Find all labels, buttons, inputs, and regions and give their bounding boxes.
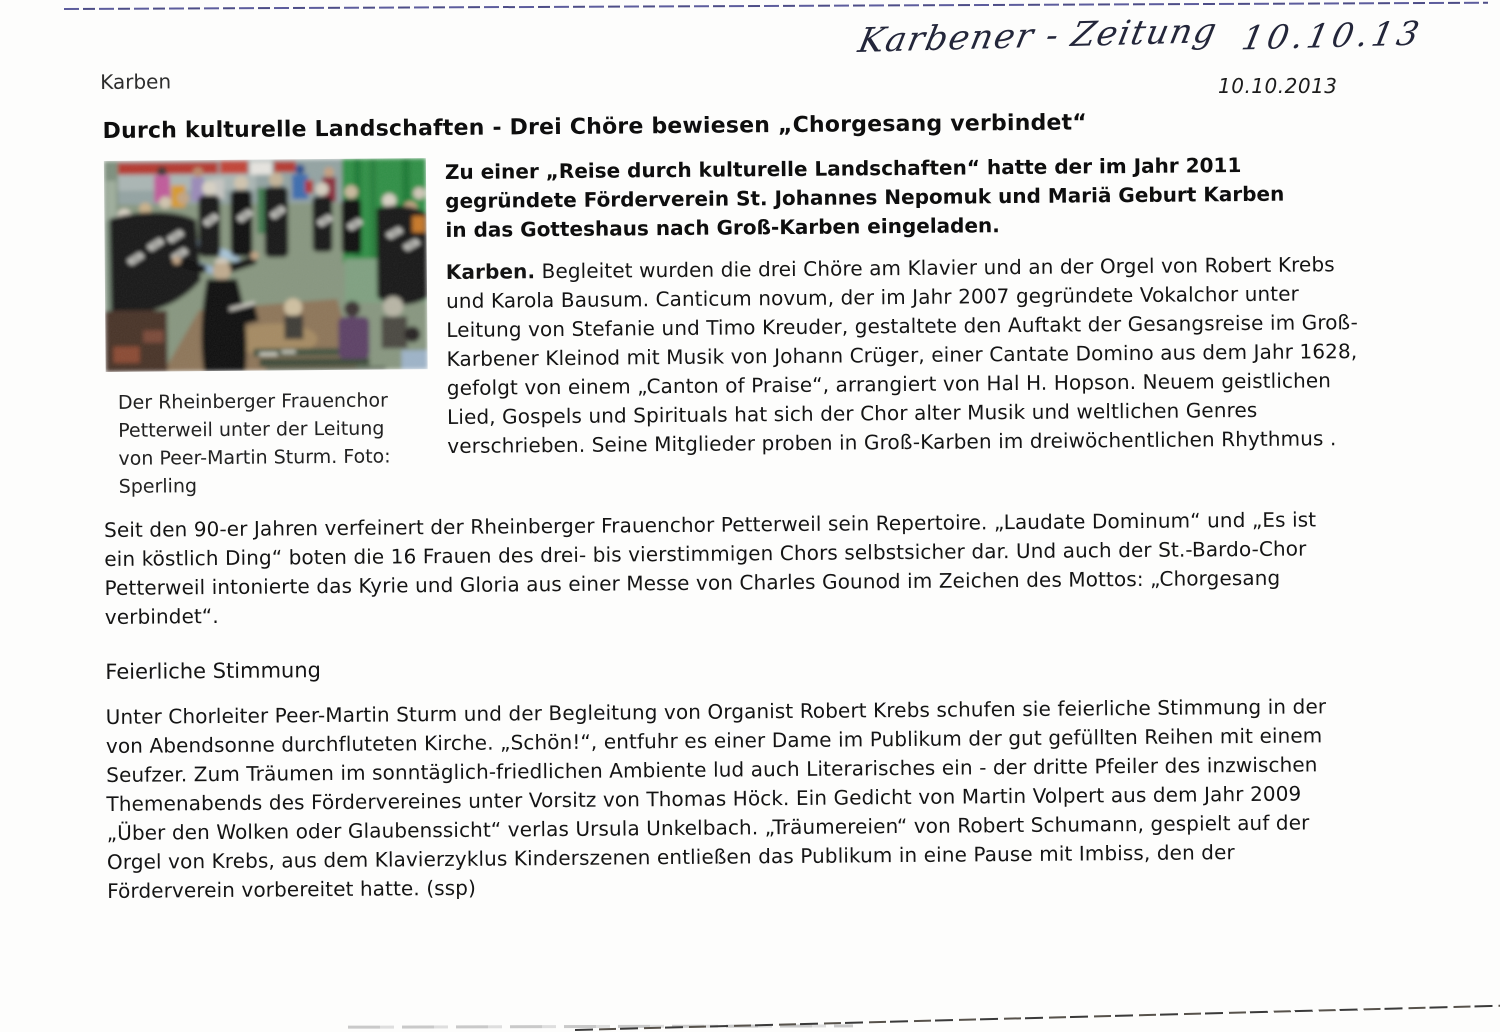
handwritten-newspaper-name: Karbener - Zeitung: [854, 11, 1222, 61]
body-paragraph-1-text: Begleitet wurden die drei Chöre am Klavier und an der Orgel von Robert Krebs und Karola Bausum. Canticum novum, der im Jahr 2007 gegründete Vokalchor unter Leitung von Stefanie und Timo Kreuder, gestaltete den Auftakt der Gesangsreise im Groß-Karbener Kleinod mit Musik von Johann Crüger, einer Cantate Domino aus dem Jahr 1628, gefolgt von einem „Canton of Praise“, arrangiert von Hal H. Hopson. Neuem geistlichen Lied, Gospels und Spirituals hat sich der Chor alter Musik und weltlichen Genres verschrieben. Seine Mitglieder proben in Groß-Karben im dreiwöchentlichen Rhythmus .: [445, 252, 1358, 458]
handwritten-date: 10.10.13: [1238, 13, 1427, 58]
headline: Durch kulturelle Landschaften - Drei Chöre bewiesen „Chorgesang verbindet“: [102, 110, 1088, 144]
photo-and-lead-row: [101, 150, 1386, 501]
body-paragraph-2: Seit den 90-er Jahren verfeinert der Rheinberger Frauenchor Petterweil sein Repertoire. „Laudate Dominum“ und „Es ist ein köstlich Ding“ boten die 16 Frauen des drei- bis vierstimmigen Chors selbstsicher dar. Und auch der St.-Bardo-Chor Petterweil intonierte das Kyrie und Gloria aus einer Messe von Charles Gounod im Zeichen des Mottos: „Chorgesang verbindet“.: [103, 507, 1317, 629]
scan-artifact-top-line: [64, 2, 1488, 10]
lead-paragraph: Zu einer „Reise durch kulturelle Landschaften“ hatte der im Jahr 2011 gegründete Förderverein St. Johannes Nepomuk und Mariä Geburt Karben in das Gotteshaus nach Groß-Karben eingeladen.: [444, 153, 1285, 242]
printed-date: 10.10.2013: [1218, 74, 1338, 98]
article: [100, 51, 1389, 906]
dateline: Karben.: [445, 259, 536, 284]
lead-column: [445, 150, 1380, 498]
handwritten-annotation: [854, 11, 1427, 61]
body-paragraph-1: [446, 250, 1380, 461]
body-paragraph-3: Unter Chorleiter Peer-Martin Sturm und der Begleitung von Organist Robert Krebs schufen sie feierliche Stimmung in der von Abendsonne durchfluteten Kirche. „Schön!“, entfuhr es einer Dame im Publikum der gut gefüllten Reihen mit einem Seufzer. Zum Träumen im sonntäglich-friedlichen Ambiente lud auch Literarisches ein - der dritte Pfeiler des inzwischen Themenabends des Fördervereines unter Vorsitz von Thomas Höck. Ein Gedicht von Martin Volpert aus dem Jahr 2009 „Über den Wolken oder Glaubenssicht“ verlas Ursula Unkelbach. „Träumereien“ von Robert Schumann, gespielt auf der Orgel von Krebs, aus dem Klavierzyklus Kinderszenen entließen das Publikum in eine Pause mit Imbiss, den der Förderverein vorbereitet hatte. (ssp): [105, 694, 1327, 903]
photo-caption: Der Rheinberger Frauenchor Petterweil unter der Leitung von Peer-Martin Sturm. Foto: Sperling: [117, 389, 391, 498]
subheading: Feierliche Stimmung: [105, 658, 322, 684]
photo-column: [101, 158, 436, 501]
location-kicker: Karben: [100, 69, 172, 94]
scan-artifact-bottom-line: [575, 1005, 1500, 1031]
choir-photo: [104, 158, 428, 372]
